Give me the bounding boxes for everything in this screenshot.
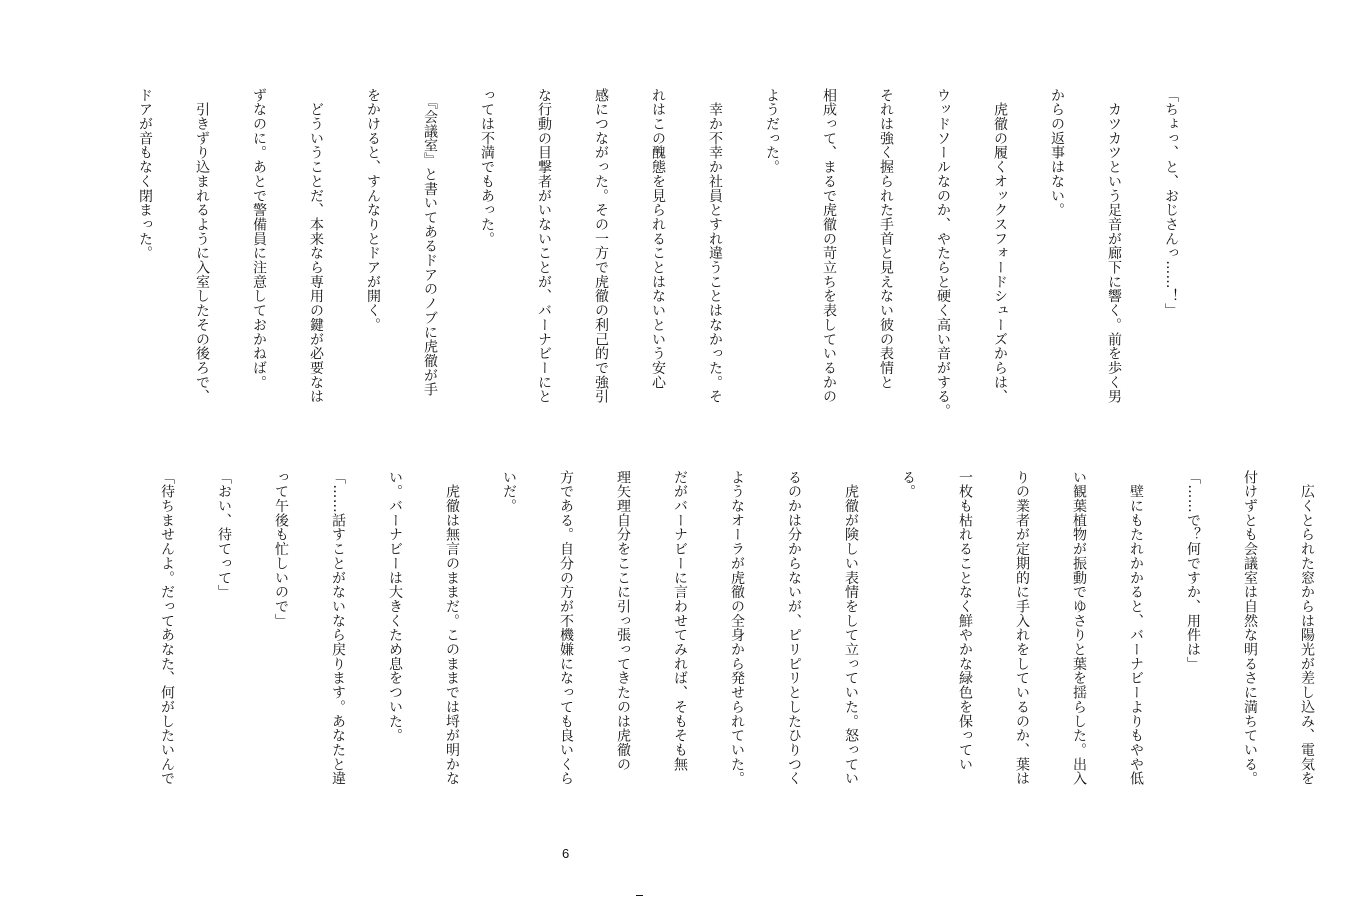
text-line: 『会議室』と書いてあるドアのノブに虎徹が手	[422, 88, 438, 397]
text-line: 「待ちませんよ。だってあなた、何がしたいんで	[159, 470, 175, 786]
text-line: ウッドソールなのか、やたらと硬く高い音がする。	[935, 88, 951, 419]
text-line: って午後も忙しいので」	[273, 470, 289, 628]
lower-text-block	[138, 470, 1354, 804]
text-line: 理矢理自分をここに引っ張ってきたのは虎徹の	[615, 470, 631, 772]
text-line: 虎徹が険しい表情をして立っていた。怒ってい	[843, 470, 859, 786]
text-line: 「ちょっ、と、おじさんっ……！」	[1163, 88, 1179, 318]
text-line: 「……話すことがないなら戻ります。あなたと違	[330, 470, 346, 786]
text-line: るのかは分からないが、ピリピリとしたひりつく	[786, 470, 802, 786]
text-line: 虎徹は無言のままだ。このままでは埒が明かな	[444, 470, 460, 786]
text-line: それは強く握られた手首と見えない彼の表情と	[878, 88, 894, 390]
text-line: 壁にもたれかかると、バーナビーよりもやや低	[1128, 470, 1144, 786]
text-line: れはこの醜態を見られることはないという安心	[650, 88, 666, 390]
text-line: 相成って、まるで虎徹の苛立ちを表しているかの	[821, 88, 837, 404]
text-line: い観葉植物が振動でゆさりと葉を揺らした。出入	[1071, 470, 1087, 786]
text-line: 一枚も枯れることなく鮮やかな緑色を保ってい	[957, 470, 973, 772]
text-line: 付けずとも会議室は自然な明るさに満ちている。	[1242, 470, 1258, 786]
text-line: 虎徹の履くオックスフォードシューズからは、	[992, 88, 1008, 404]
text-line: ようだった。	[764, 88, 780, 175]
text-line: ずなのに。あとで警備員に注意しておかねば。	[251, 88, 267, 390]
upper-text-block	[116, 88, 1218, 422]
text-line: をかけると、すんなりとドアが開く。	[365, 88, 381, 332]
page-number: 6	[562, 846, 570, 861]
text-line: い。バーナビーは大きくため息をついた。	[387, 470, 403, 743]
text-line: 「おい、待てって」	[216, 470, 232, 600]
text-line: 方である。自分の方が不機嫌になっても良いくら	[558, 470, 574, 786]
text-line: 感につながった。その一方で虎徹の利己的で強引	[593, 88, 609, 404]
corner-mark	[636, 895, 643, 896]
text-line: っては不満でもあった。	[479, 88, 495, 246]
text-line: 幸か不幸か社員とすれ違うことはなかった。そ	[707, 88, 723, 404]
text-line: カツカツという足音が廊下に響く。前を歩く男	[1106, 88, 1122, 404]
text-line: りの業者が定期的に手入れをしているのか、葉は	[1014, 470, 1030, 786]
text-line: 引きずり込まれるように入室したその後ろで、	[194, 88, 210, 404]
text-line: どういうことだ、本来なら専用の鍵が必要なは	[308, 88, 324, 404]
text-line: いだ。	[501, 470, 517, 514]
text-line: からの返事はない。	[1049, 88, 1065, 218]
text-line: だがバーナビーに言わせてみれば、そもそも無	[672, 470, 688, 772]
text-line: な行動の目撃者がいないことが、バーナビーにと	[536, 88, 552, 404]
text-line: ドアが音もなく閉まった。	[137, 88, 153, 261]
text-line: ようなオーラが虎徹の全身から発せられていた。	[729, 470, 745, 786]
text-line: る。	[900, 470, 916, 499]
text-line: 広くとられた窓からは陽光が差し込み、電気を	[1299, 470, 1315, 786]
text-line: 「……で？何ですか、用件は」	[1185, 470, 1201, 671]
